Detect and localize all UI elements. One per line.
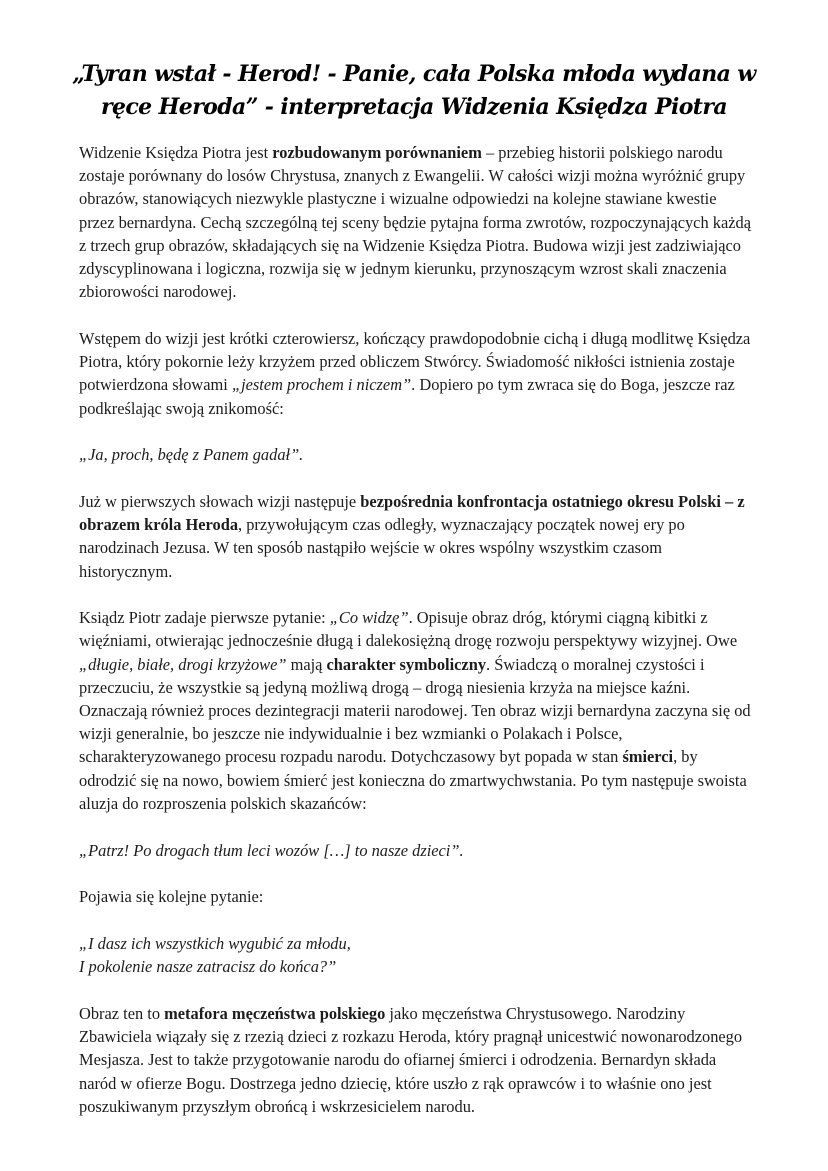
paragraph-prologue	[79, 327, 751, 420]
verse-line: „I dasz ich wszystkich wygubić za młodu,	[79, 933, 351, 953]
text-span: , by odrodzić się na nowo, bowiem śmierć jest konieczna do zmartwychwstania. Po tym następuje swoista aluzja do rozproszenia polskich skazańców:	[79, 747, 747, 813]
inline-quote: „długie, białe, drogi krzyżowe”	[79, 654, 287, 674]
text-span: Ksiądz Piotr zadaje pierwsze pytanie:	[79, 608, 330, 628]
quote-block: „Patrz! Po drogach tłum leci wozów […] to nasze dzieci”.	[79, 840, 464, 860]
text-span: , przywołującym czas odległy, wyznaczający początek nowej ery po narodzinach Jezusa. W ten sposób nastąpiło wejście w okres wspólny wszystkim czasom historycznym.	[79, 515, 685, 581]
text-span: jako męczeństwa Chrystusowego. Narodziny Zbawiciela wiązały się z rzezią dzieci z rozkazu Heroda, który pragnął unicestwić nowonarodzonego Mesjasza. Jest to także przygotowanie narodu do ofiarnej śmierci i odrodzenia. Bernardyn składa naród w ofierze Bogu. Dostrzega jedno dziecię, które uszło z rąk oprawców i to właśnie ono jest poszukiwanym przyszłym obrońcą i wskrzesicielem narodu.	[79, 1003, 743, 1116]
document-body	[79, 141, 751, 1141]
text-span: Obraz ten to	[79, 1003, 165, 1023]
paragraph-next-question: Pojawia się kolejne pytanie:	[79, 887, 264, 907]
quote-block-verse	[79, 932, 751, 978]
text-span: – przebieg historii polskiego narodu zostaje porównany do losów Chrystusa, znanych z Ewangelii. W całości wizji można wyróżnić grupy obrazów, stanowiących niezwykle plastyczne i wizualne odpowiedzi na kolejne stawiane kwestie przez bernardyna. Cechą szczególną tej sceny będzie pytajna forma zwrotów, rozpoczynających każdą z trzech grup obrazów, składających się na Widzenie Księdza Piotra. Budowa wizji jest zadziwiająco zdyscyplinowana i logiczna, rozwija się w jednym kierunku, przynoszącym wzrost skali znaczenia zbiorowości narodowej.	[79, 143, 751, 302]
bold-phrase: metafora męczeństwa polskiego	[164, 1003, 386, 1023]
document-title: „Tyran wstał - Herod! - Panie, cała Polska młoda wydana w ręce Heroda” - interpretacja Widzenia Księdza Piotra	[72, 61, 756, 120]
bold-phrase: śmierci	[622, 747, 674, 767]
bold-phrase: charakter symboliczny	[326, 654, 487, 674]
paragraph-metaphor	[79, 1002, 751, 1118]
text-span: Wstępem do wizji jest krótki czterowiersz, kończący prawdopodobnie cichą i długą modlitwę Księdza Piotra, który pokornie leży krzyżem przed obliczem Stwórcy. Świadomość nikłości istnienia zostaje potwierdzona słowami	[79, 328, 751, 395]
text-span: . Opisuje obraz dróg, którymi ciągną kibitki z więźniami, otwierając jednocześnie długą i dalekosiężną drogę rozwoju perspektywy wizyjnej. Owe	[79, 608, 738, 651]
text-span: . Świadczą o moralnej czystości i przeczuciu, że wszystkie są jedyną możliwą drogą – drogą niesienia krzyża na miejsce kaźni. Oznaczają również proces dezintegracji materii narodowej. Ten obraz wizji bernardyna zaczyna się od wizji generalnie, bo jeszcze nie indywidualnie i bez wzmianki o Polakach i Polsce, scharakteryzowanego procesu rozpadu narodu. Dotychczasowy byt popada w stan	[79, 654, 751, 767]
quote-block: „Ja, proch, będę z Panem gadał”.	[79, 445, 304, 465]
text-span: mają	[286, 654, 327, 674]
bold-phrase: rozbudowanym porównaniem	[272, 143, 482, 162]
paragraph-first-question	[79, 606, 751, 815]
bold-phrase: bezpośrednia konfrontacja ostatniego okresu Polski – z obrazem króla Heroda	[79, 491, 745, 535]
text-span: Widzenie Księdza Piotra jest	[79, 143, 273, 162]
paragraph-intro	[79, 141, 751, 303]
inline-quote: „Co widzę”	[329, 608, 409, 628]
text-span: . Dopiero po tym zwraca się do Boga, jeszcze raz podkreślając swoją znikomość:	[79, 375, 735, 418]
text-span: Już w pierwszych słowach wizji następuje	[79, 491, 361, 511]
verse-line: I pokolenie nasze zatracisz do końca?”	[79, 957, 337, 977]
paragraph-herod	[79, 490, 751, 583]
inline-quote: „jestem prochem i niczem”	[231, 375, 412, 395]
